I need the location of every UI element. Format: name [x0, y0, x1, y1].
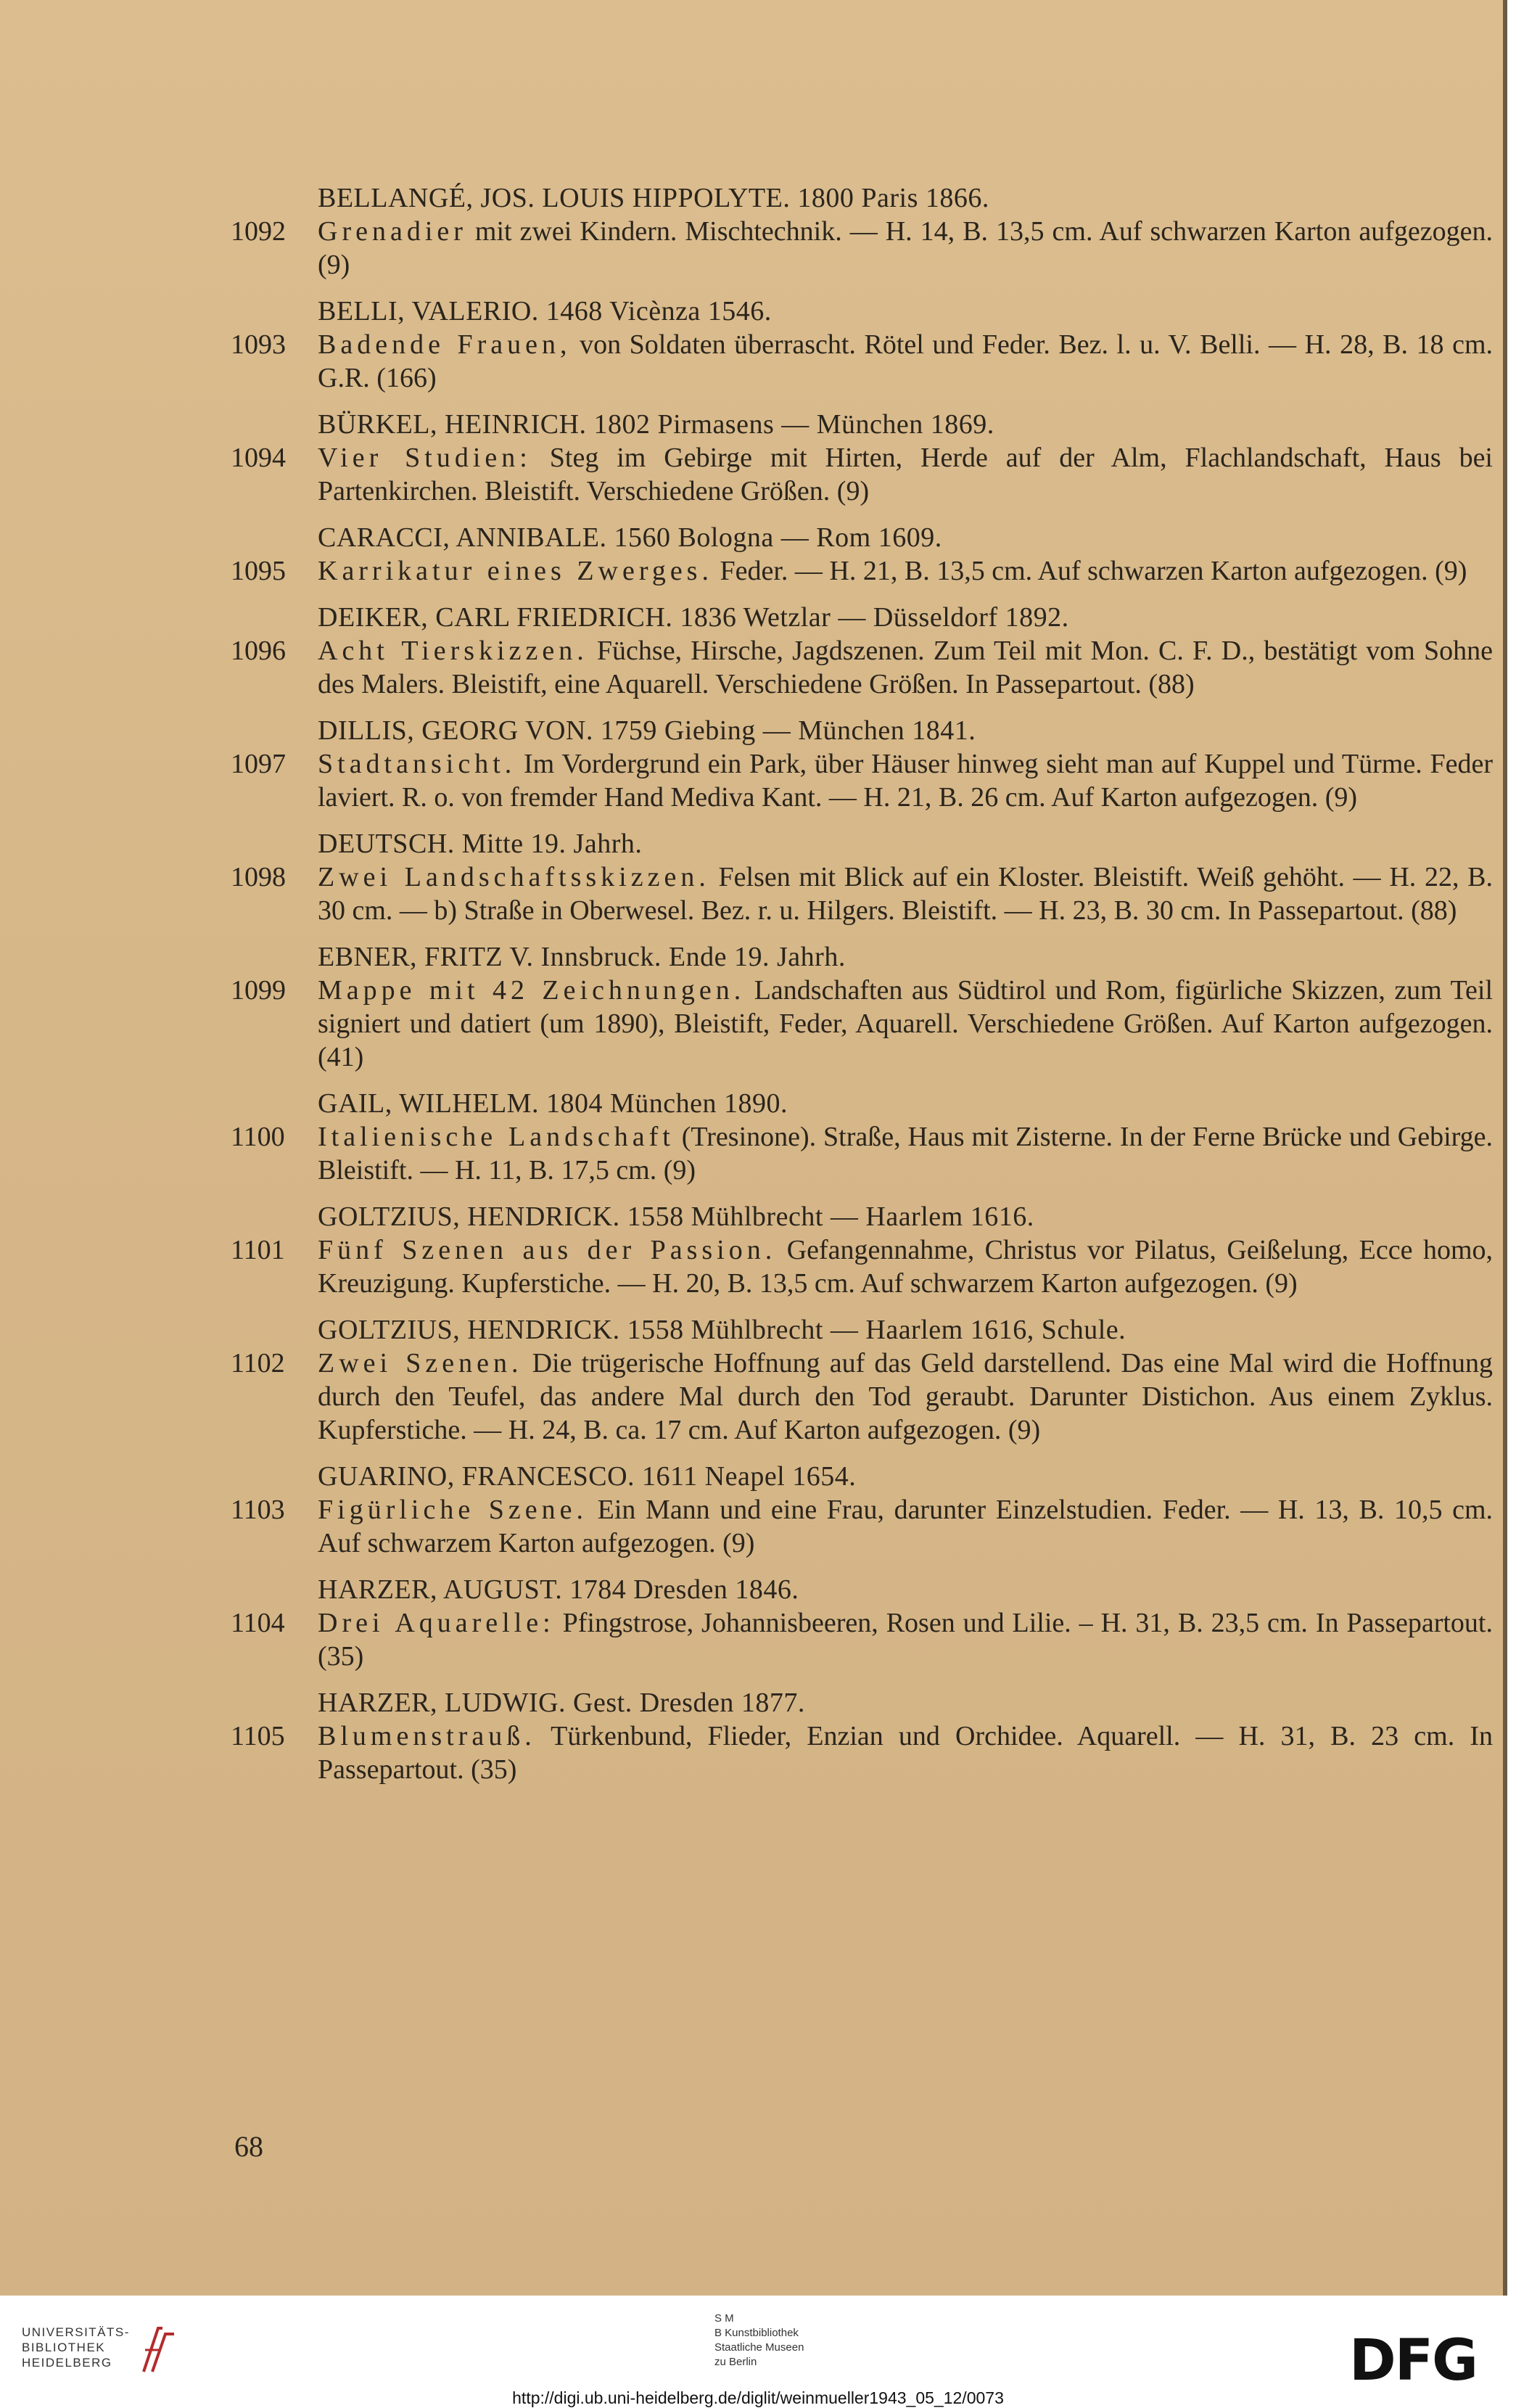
- lot-title: Mappe mit 42 Zeichnungen.: [318, 975, 746, 1006]
- lot-number: 1100: [231, 1122, 285, 1152]
- catalogue-entry: [231, 1313, 1493, 1447]
- catalogue-entry: [231, 295, 1493, 395]
- lot-title: Fünf Szenen aus der Passion.: [318, 1235, 777, 1265]
- lot-text: Im Vordergrund ein Park, über Häuser hinweg sieht man auf Kuppel und Türme. Feder laviert. R. o. von fremder Hand Mediva Kant. — H. 21, B. 26 cm. Auf Karton aufgezogen. (9): [318, 749, 1493, 813]
- artist-heading: DILLIS, GEORG VON. 1759 Giebing — München 1841.: [318, 715, 976, 746]
- lot-number: 1101: [231, 1235, 285, 1265]
- university-library-logo[interactable]: [22, 2325, 130, 2370]
- lot-description: [318, 441, 1493, 508]
- artist-heading: GOLTZIUS, HENDRICK. 1558 Mühlbrecht — Haarlem 1616.: [318, 1201, 1034, 1232]
- lot-description: [318, 747, 1493, 814]
- artist-heading: HARZER, AUGUST. 1784 Dresden 1846.: [318, 1574, 799, 1605]
- lot-description: [318, 328, 1493, 395]
- catalogue-entries: [231, 181, 1493, 1786]
- lot-title: Blumenstrauß.: [318, 1721, 536, 1751]
- lot-text: von Soldaten überrascht. Rötel und Feder. Bez. l. u. V. Belli. — H. 28, B. 18 cm. G.R. (166): [318, 329, 1494, 393]
- lot-number: 1097: [231, 749, 286, 779]
- lot-number: 1104: [231, 1608, 285, 1638]
- lot-number: 1092: [231, 216, 286, 247]
- lot-description: [318, 1120, 1493, 1187]
- university-mark-icon: [138, 2321, 181, 2379]
- lot-text: Türkenbund, Flieder, Enzian und Orchidee. Aquarell. — H. 31, B. 23 cm. In Passepartout. (35): [318, 1721, 1493, 1785]
- logo-line: BIBLIOTHEK: [22, 2341, 106, 2354]
- lot-description: [318, 1233, 1493, 1300]
- artist-heading: BELLI, VALERIO. 1468 Vicènza 1546.: [318, 296, 772, 326]
- lot-text: Die trügerische Hoffnung auf das Geld darstellend. Das eine Mal wird die Hoffnung durch den Teufel, das andere Mal durch den Tod geraubt. Darunter Distichon. Aus einem Zyklus. Kupferstiche. — H. 24, B. ca. 17 cm. Auf Karton aufgezogen. (9): [318, 1348, 1493, 1445]
- lot-description: [318, 554, 1493, 588]
- logo-line: HEIDELBERG: [22, 2356, 112, 2370]
- lot-description: [318, 1606, 1493, 1673]
- lot-title: Badende Frauen,: [318, 329, 572, 360]
- page-url-link[interactable]: http://digi.ub.uni-heidelberg.de/diglit/weinmueller1943_05_12/0073: [512, 2388, 1004, 2407]
- catalogue-entry: [231, 181, 1493, 282]
- artist-heading: BÜRKEL, HEINRICH. 1802 Pirmasens — München 1869.: [318, 409, 994, 440]
- lot-title: Grenadier: [318, 216, 467, 247]
- lot-text: Felsen mit Blick auf ein Kloster. Bleistift. Weiß gehöht. — H. 22, B. 30 cm. — b) Straße in Oberwesel. Bez. r. u. Hilgers. Bleistift. — H. 23, B. 30 cm. In Passepartout. (88): [318, 862, 1494, 926]
- catalogue-entry: [231, 1200, 1493, 1300]
- lot-description: [318, 634, 1493, 701]
- lot-description: [318, 860, 1493, 927]
- lot-number: 1105: [231, 1721, 285, 1751]
- artist-heading: CARACCI, ANNIBALE. 1560 Bologna — Rom 1609.: [318, 522, 942, 553]
- catalogue-entry: [231, 1460, 1493, 1560]
- lot-text: Pfingstrose, Johannisbeeren, Rosen und Lilie. – H. 31, B. 23,5 cm. In Passepartout. (35): [318, 1608, 1493, 1672]
- lot-number: 1094: [231, 443, 286, 473]
- lot-text: Steg im Gebirge mit Hirten, Herde auf der Alm, Flachlandschaft, Haus bei Partenkirchen. Bleistift. Verschiedene Größen. (9): [318, 443, 1493, 506]
- lot-title: Vier Studien:: [318, 443, 532, 473]
- catalogue-entry: [231, 1087, 1493, 1187]
- lot-title: Drei Aquarelle:: [318, 1608, 555, 1638]
- lot-text: mit zwei Kindern. Mischtechnik. — H. 14, B. 13,5 cm. Auf schwarzen Karton aufgezogen. (9): [318, 216, 1493, 280]
- catalogue-entry: [231, 521, 1493, 588]
- logo-line: Staatliche Museen: [714, 2341, 804, 2354]
- logo-line: UNIVERSITÄTS-: [22, 2325, 130, 2339]
- lot-title: Italienische Landschaft: [318, 1122, 675, 1152]
- lot-text: Füchse, Hirsche, Jagdszenen. Zum Teil mit Mon. C. F. D., bestätigt vom Sohne des Malers. Bleistift, eine Aquarell. Verschiedene Größen. In Passepartout. (88): [318, 636, 1493, 699]
- dfg-logo[interactable]: DFG: [1349, 2328, 1478, 2393]
- lot-number: 1102: [231, 1348, 285, 1378]
- catalogue-entry: [231, 408, 1493, 508]
- page-number: 68: [234, 2130, 263, 2163]
- artist-heading: GOLTZIUS, HENDRICK. 1558 Mühlbrecht — Haarlem 1616, Schule.: [318, 1315, 1126, 1345]
- artist-heading: HARZER, LUDWIG. Gest. Dresden 1877.: [318, 1688, 805, 1718]
- artist-heading: DEUTSCH. Mitte 19. Jahrh.: [318, 829, 643, 859]
- artist-heading: BELLANGÉ, JOS. LOUIS HIPPOLYTE. 1800 Paris 1866.: [318, 183, 989, 213]
- lot-text: Landschaften aus Südtirol und Rom, figürliche Skizzen, zum Teil signiert und datiert (um 1890), Bleistift, Feder, Aquarell. Verschiedene Größen. Auf Karton aufgezogen. (41): [318, 975, 1494, 1072]
- lot-title: Zwei Szenen.: [318, 1348, 523, 1378]
- lot-text: Ein Mann und eine Frau, darunter Einzelstudien. Feder. — H. 13, B. 10,5 cm. Auf schwarzem Karton aufgezogen. (9): [318, 1495, 1493, 1558]
- lot-title: Zwei Landschaftsskizzen.: [318, 862, 710, 892]
- catalogue-entry: [231, 714, 1493, 814]
- catalogue-entry: [231, 940, 1493, 1074]
- logo-line: B Kunstbibliothek: [714, 2327, 799, 2339]
- lot-number: 1103: [231, 1495, 285, 1525]
- artist-heading: GAIL, WILHELM. 1804 München 1890.: [318, 1088, 788, 1119]
- logo-line: zu Berlin: [714, 2356, 757, 2368]
- artist-heading: GUARINO, FRANCESCO. 1611 Neapel 1654.: [318, 1461, 857, 1492]
- lot-number: 1095: [231, 556, 286, 586]
- lot-text: Gefangennahme, Christus vor Pilatus, Geißelung, Ecce homo, Kreuzigung. Kupferstiche. — H. 20, B. 13,5 cm. Auf schwarzem Karton aufgezogen. (9): [318, 1235, 1493, 1299]
- artist-heading: DEIKER, CARL FRIEDRICH. 1836 Wetzlar — Düsseldorf 1892.: [318, 602, 1069, 633]
- catalogue-entry: [231, 1686, 1493, 1786]
- lot-number: 1098: [231, 862, 286, 892]
- smb-kunstbibliothek-logo[interactable]: [714, 2312, 804, 2370]
- viewer-footer: [0, 2296, 1516, 2407]
- lot-description: [318, 215, 1493, 282]
- catalogue-entry: [231, 601, 1493, 701]
- logo-line: S M: [714, 2312, 734, 2325]
- lot-description: [318, 974, 1493, 1074]
- lot-title: Figürliche Szene.: [318, 1495, 588, 1525]
- lot-number: 1093: [231, 329, 286, 360]
- catalogue-entry: [231, 827, 1493, 927]
- lot-title: Acht Tierskizzen.: [318, 636, 588, 666]
- artist-heading: EBNER, FRITZ V. Innsbruck. Ende 19. Jahrh.: [318, 942, 846, 972]
- lot-description: [318, 1719, 1493, 1786]
- lot-title: Stadtansicht.: [318, 749, 516, 779]
- lot-text: Feder. — H. 21, B. 13,5 cm. Auf schwarzen Karton aufgezogen. (9): [712, 556, 1467, 586]
- lot-number: 1096: [231, 636, 286, 666]
- catalogue-entry: [231, 1573, 1493, 1673]
- lot-title: Karrikatur eines Zwerges.: [318, 556, 713, 586]
- lot-text: (Tresinone). Straße, Haus mit Zisterne. In der Ferne Brücke und Gebirge. Bleistift. — H. 11, B. 17,5 cm. (9): [318, 1122, 1493, 1185]
- lot-description: [318, 1493, 1493, 1560]
- lot-number: 1099: [231, 975, 286, 1006]
- lot-description: [318, 1347, 1493, 1447]
